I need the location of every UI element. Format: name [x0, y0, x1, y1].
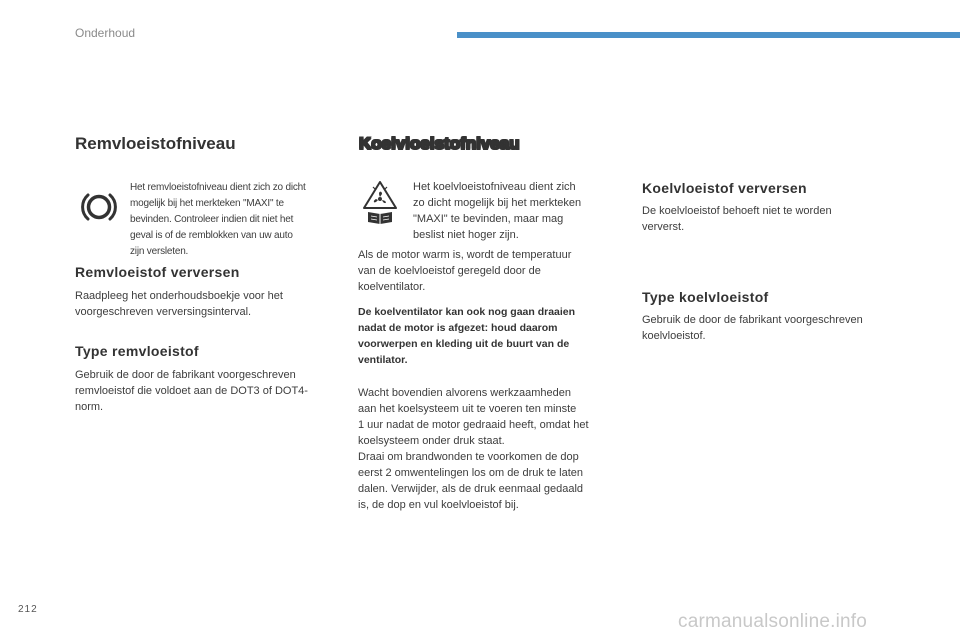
text-line: zijn versleten.: [130, 246, 189, 257]
coolant-type-text: [642, 312, 917, 344]
text-line: 1 uur nadat de motor gedraaid heeft, omdat het: [358, 419, 589, 431]
text-line: aan het koelsysteem uit te voeren ten minste: [358, 403, 577, 415]
text-line: mogelijk bij het merkteken "MAXI" te: [130, 198, 284, 209]
text-line: De koelventilator kan ook nog gaan draaien: [358, 306, 576, 318]
text-line: Als de motor warm is, wordt de temperatuur: [358, 249, 572, 261]
text-line: geval is of de remblokken van uw auto: [130, 230, 293, 241]
brake-change-text: [75, 288, 345, 320]
text-line: zo dicht mogelijk bij het merkteken: [413, 197, 582, 209]
text-line: van de koelvloeistof geregeld door de: [358, 265, 541, 277]
text-line: koelvloeistof.: [642, 330, 706, 342]
watermark: carmanualsonline.info: [678, 611, 868, 632]
text-line: Raadpleeg het onderhoudsboekje voor het: [75, 290, 283, 302]
text-line: Wacht bovendien alvorens werkzaamheden: [358, 387, 571, 399]
coolant-level-title: Koelvloeistofniveau: [359, 134, 520, 153]
section-label: Onderhoud: [75, 26, 136, 40]
text-line: norm.: [75, 401, 104, 413]
text-line: voorgeschreven verversingsinterval.: [75, 306, 252, 318]
fan-warning-manual-icon: [362, 180, 398, 224]
text-line: bevinden. Controleer indien dit niet het: [130, 214, 294, 225]
coolant-type-heading: Type koelvloeistof: [642, 289, 769, 305]
coolant-change-text: [642, 203, 912, 235]
text-line: is, de dop en vul koelvloeistof bij.: [358, 499, 519, 511]
text-line: "MAXI" te bevinden, maar mag: [413, 213, 564, 225]
text-line: ververst.: [642, 221, 685, 233]
brake-intro-text: [130, 180, 340, 260]
brake-fluid-title: Remvloeistofniveau: [75, 134, 236, 153]
coolant-wait-text: [358, 385, 633, 513]
brake-warning-icon: [80, 190, 118, 224]
coolant-warm-text: [358, 247, 623, 295]
text-line: dalen. Verwijder, als de druk eenmaal gedaald: [358, 483, 584, 495]
header-accent-bar: [457, 32, 960, 38]
text-line: eerst 2 omwentelingen los om de druk te laten: [358, 467, 584, 479]
text-line: koelsysteem onder druk staat.: [358, 435, 505, 447]
brake-type-text: [75, 367, 350, 415]
text-line: nadat de motor is afgezet: houd daarom: [358, 322, 558, 334]
text-line: beslist niet hoger zijn.: [413, 229, 519, 241]
page-number: 212: [18, 604, 38, 615]
text-line: remvloeistof die voldoet aan de DOT3 of DOT4-: [75, 385, 308, 397]
text-line: De koelvloeistof behoeft niet te worden: [642, 205, 832, 217]
text-line: ventilator.: [358, 354, 408, 366]
text-line: Draai om brandwonden te voorkomen de dop: [358, 451, 579, 463]
text-line: Gebruik de door de fabrikant voorgeschreven: [642, 314, 863, 326]
text-line: koelventilator.: [358, 281, 426, 293]
coolant-intro-text: [413, 179, 613, 243]
text-line: Het remvloeistofniveau dient zich zo dicht: [130, 182, 306, 193]
brake-change-heading: Remvloeistof verversen: [75, 264, 240, 280]
text-line: Het koelvloeistofniveau dient zich: [413, 181, 576, 193]
fan-warning-text: [358, 304, 628, 368]
coolant-change-heading: Koelvloeistof verversen: [642, 180, 807, 196]
text-line: voorwerpen en kleding uit de buurt van de: [358, 338, 570, 350]
text-line: Gebruik de door de fabrikant voorgeschreven: [75, 369, 296, 381]
brake-type-heading: Type remvloeistof: [75, 343, 199, 359]
